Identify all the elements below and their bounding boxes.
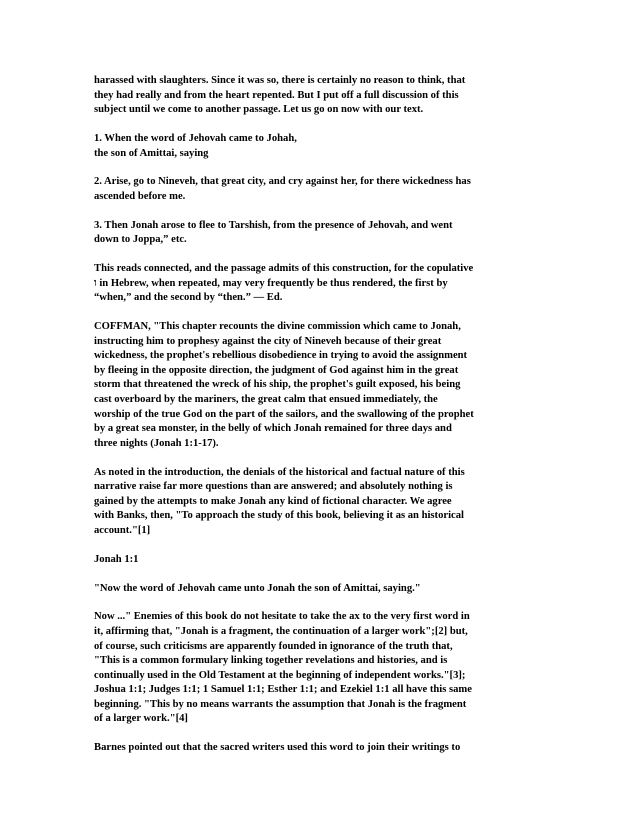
section-heading-jonah-1-1: Jonah 1:1: [94, 553, 139, 565]
paragraph-verse-1: 1. When the word of Jehovah came to Johah, the son of Amittai, saying: [94, 132, 297, 159]
paragraph-enemies: Now ..." Enemies of this book do not hesitate to take the ax to the very first word in it, affirming that, "Jonah is a fragment, the continuation of a larger work";[2] but, of course, such criticisms are apparently founded in ignorance of the truth that, "This is a common formulary linking together revelations and histories, and is continually used in the Old Testament at the beginning of independent works."[3]; Joshua 1:1; Judges 1:1; 1 Samuel 1:1; Esther 1:1; and Ezekiel 1:1 all have this same beginning. "This by no means warrants the assumption that Jonah is the fragment of a larger work."[4]: [94, 611, 472, 725]
paragraph-repentance: harassed with slaughters. Since it was so, there is certainly no reason to think, that they had really and from the heart repented. But I put off a full discussion of this subject until we come to another passage. Let us go on now with our text.: [94, 75, 466, 116]
document-page: [94, 74, 550, 770]
paragraph-verse-3: 3. Then Jonah arose to flee to Tarshish, from the presence of Jehovah, and went down to Joppa,” etc.: [94, 219, 453, 246]
paragraph-verse-quote: "Now the word of Jehovah came unto Jonah the son of Amittai, saying.": [94, 582, 421, 594]
paragraph-editor-note: This reads connected, and the passage admits of this construction, for the copulative ו in Hebrew, when repeated, may very frequently be thus rendered, the first by “when,” and the second by “then.” — Ed.: [94, 263, 474, 304]
paragraph-introduction-note: As noted in the introduction, the denials of the historical and factual nature of this narrative raise far more questions than are answered; and absolutely nothing is gained by the attempts to make Jonah any kind of fictional character. We agree with Banks, then, "To approach the study of this book, believing it as an historical account."[1]: [94, 466, 465, 536]
paragraph-verse-2: 2. Arise, go to Nineveh, that great city, and cry against her, for there wickedness has ascended before me.: [94, 176, 471, 202]
paragraph-coffman: COFFMAN, "This chapter recounts the divine commission which came to Jonah, instructing him to prophesy against the city of Nineveh because of their great wickedness, the prophet's rebellious disobedience in trying to avoid the assignment by fleeing in the opposite direction, the judgment of God against him in the great storm that threatened the wreck of his ship, the prophet's guilt exposed, his being cast overboard by the mariners, the great calm that ensued immediately, the worship of the true God on the part of the sailors, and the swallowing of the prophet by a great sea monster, in the belly of which Jonah remained for three days and three nights (Jonah 1:1-17).: [94, 321, 474, 449]
paragraph-barnes: Barnes pointed out that the sacred writers used this word to join their writings to: [94, 742, 461, 754]
